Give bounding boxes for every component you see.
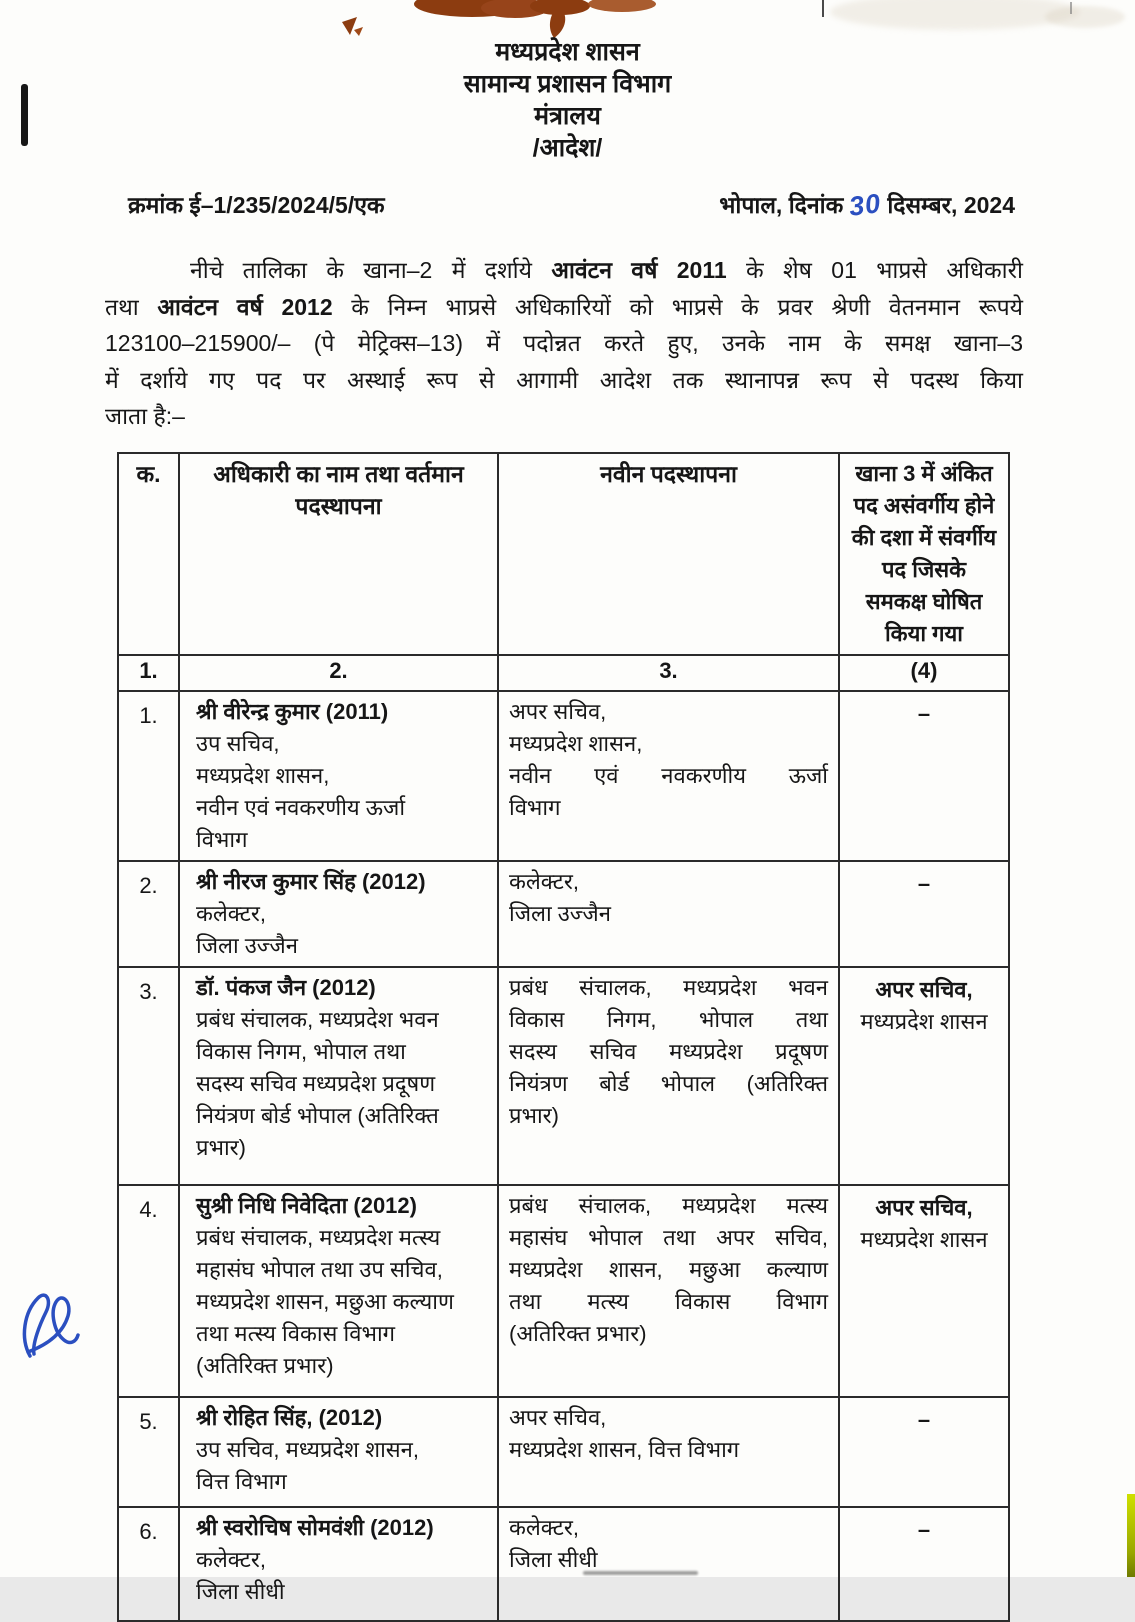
posting-line: नियंत्रण बोर्ड भोपाल (अतिरिक्त	[509, 1071, 828, 1096]
officer-row	[118, 1185, 1009, 1397]
posting-line: प्रबंध संचालक, मध्यप्रदेश मत्स्य	[509, 1193, 828, 1218]
posting-line: (अतिरिक्त प्रभार)	[196, 1353, 334, 1378]
posting-line: जिला उज्जैन	[196, 933, 298, 958]
posting-line: विकास निगम, भोपाल तथा	[509, 1007, 828, 1032]
posting-line: प्रबंध संचालक, मध्यप्रदेश भवन	[509, 975, 828, 1000]
serial-cell: 5.	[118, 1397, 179, 1507]
posting-line: जिला सीधी	[196, 1579, 285, 1604]
department-title: सामान्य प्रशासन विभाग	[463, 70, 672, 98]
officer-row	[118, 967, 1009, 1185]
table-header-row	[118, 453, 1009, 655]
new-posting-cell	[498, 967, 839, 1185]
ministry-line: मंत्रालय	[534, 102, 601, 130]
officer-row	[118, 691, 1009, 861]
serial-cell: 6.	[118, 1507, 179, 1621]
posting-line: मध्यप्रदेश शासन, मछुआ कल्याण	[196, 1289, 454, 1314]
reference-number: क्रमांक ई–1/235/2024/5/एक	[128, 192, 385, 218]
equivalent-line: –	[917, 1407, 931, 1432]
equivalent-line: अपर सचिव,	[875, 977, 973, 1002]
equivalent-post-cell	[839, 1397, 1009, 1507]
paragraph-line: नीचे तालिका के खाना–2 में दर्शाये आवंटन वर्ष 2011 के शेष 01 भाप्रसे अधिकारी	[190, 257, 1023, 283]
header-new-posting: नवीन पदस्थापना	[498, 453, 839, 655]
officer-name: सुश्री निधि निवेदिता (2012)	[196, 1193, 417, 1218]
posting-line: विकास निगम, भोपाल तथा	[196, 1039, 406, 1064]
posting-line: नवीन एवं नवकरणीय ऊर्जा	[196, 795, 406, 820]
posting-line: (अतिरिक्त प्रभार)	[509, 1321, 647, 1346]
column-number-row	[118, 655, 1009, 691]
posting-line: महासंघ भोपाल तथा अपर सचिव,	[509, 1225, 828, 1250]
posting-line: मध्यप्रदेश शासन,	[196, 763, 330, 788]
posting-line: महासंघ भोपाल तथा उप सचिव,	[196, 1257, 443, 1282]
posting-line: विभाग	[509, 795, 561, 820]
officer-name: श्री नीरज कुमार सिंह (2012)	[196, 869, 426, 894]
government-title: मध्यप्रदेश शासन	[495, 38, 640, 66]
posting-line: तथा मत्स्य विकास विभाग	[509, 1289, 828, 1314]
scan-edge-strip	[1127, 1494, 1135, 1577]
col-number: 3.	[498, 655, 839, 691]
paragraph-line: 123100–215900/– (पे मेट्रिक्स–13) में पदोन्नत करते हुए, उनके नाम के समक्ष खाना–3	[105, 330, 1023, 356]
handwritten-day: 30	[847, 188, 884, 222]
serial-cell: 2.	[118, 861, 179, 967]
officer-name: श्री वीरेन्द्र कुमार (2011)	[196, 699, 389, 724]
scan-line-artifact	[822, 0, 824, 17]
new-posting-cell	[498, 861, 839, 967]
posting-line: सदस्य सचिव मध्यप्रदेश प्रदूषण	[196, 1071, 436, 1096]
posting-line: मध्यप्रदेश शासन, मछुआ कल्याण	[509, 1257, 828, 1282]
posting-line: जिला उज्जैन	[509, 901, 611, 926]
current-posting-cell	[179, 967, 498, 1185]
current-posting-cell	[179, 1507, 498, 1621]
current-posting-cell	[179, 1397, 498, 1507]
posting-line: प्रभार)	[509, 1103, 560, 1128]
scan-smudge	[830, 0, 1080, 30]
serial-cell: 1.	[118, 691, 179, 861]
posting-line: कलेक्टर,	[196, 901, 267, 926]
paragraph-line: में दर्शाये गए पद पर अस्थाई रूप से आगामी आदेश तक स्थानापन्न रूप से पदस्थ किया	[105, 366, 1023, 393]
posting-line: मध्यप्रदेश शासन, वित्त विभाग	[509, 1437, 740, 1462]
posting-line: सदस्य सचिव मध्यप्रदेश प्रदूषण	[509, 1039, 828, 1064]
officers-table	[117, 452, 1010, 1622]
current-posting-cell	[179, 861, 498, 967]
new-posting-cell	[498, 1507, 839, 1621]
order-heading: /आदेश/	[532, 134, 603, 162]
equivalent-post-cell	[839, 691, 1009, 861]
posting-line: कलेक्टर,	[509, 1515, 580, 1540]
reference-line	[128, 188, 1015, 220]
serial-cell: 4.	[118, 1185, 179, 1397]
equivalent-line: मध्यप्रदेश शासन	[860, 1227, 988, 1252]
place-date	[719, 188, 1015, 220]
posting-line: नियंत्रण बोर्ड भोपाल (अतिरिक्त	[196, 1103, 439, 1128]
posting-line: प्रबंध संचालक, मध्यप्रदेश भवन	[196, 1007, 439, 1032]
posting-line: विभाग	[196, 827, 248, 852]
officer-row	[118, 1397, 1009, 1507]
officer-name: श्री रोहित सिंह, (2012)	[196, 1405, 383, 1430]
new-posting-cell	[498, 1185, 839, 1397]
new-posting-cell	[498, 1397, 839, 1507]
equivalent-post-cell	[839, 1507, 1009, 1621]
header-serial: क.	[118, 453, 179, 655]
equivalent-line: –	[917, 701, 931, 726]
date-rest: दिसम्बर, 2024	[887, 192, 1015, 218]
paragraph-line: तथा आवंटन वर्ष 2012 के निम्न भाप्रसे अधिकारियों को भाप्रसे के प्रवर श्रेणी वेतनमान रूपये	[105, 293, 1023, 320]
intro-paragraph	[105, 252, 1023, 435]
current-posting-cell	[179, 1185, 498, 1397]
officer-row	[118, 1507, 1009, 1621]
place-date-prefix: भोपाल, दिनांक	[719, 192, 844, 218]
equivalent-post-cell	[839, 1185, 1009, 1397]
posting-line: उप सचिव,	[196, 731, 280, 756]
letterhead	[0, 36, 1135, 164]
equivalent-line: –	[917, 871, 931, 896]
col-number: 2.	[179, 655, 498, 691]
new-posting-cell	[498, 691, 839, 861]
scan-line-artifact	[1070, 2, 1072, 14]
officer-name: डॉ. पंकज जैन (2012)	[196, 975, 376, 1000]
posting-line: प्रबंध संचालक, मध्यप्रदेश मत्स्य	[196, 1225, 441, 1250]
posting-line: प्रभार)	[196, 1135, 247, 1160]
posting-line: कलेक्टर,	[509, 869, 580, 894]
col-number: (4)	[839, 655, 1009, 691]
posting-line: नवीन एवं नवकरणीय ऊर्जा	[509, 763, 828, 788]
posting-line: मध्यप्रदेश शासन,	[509, 731, 643, 756]
header-current-posting: अधिकारी का नाम तथा वर्तमान पदस्थापना	[179, 453, 498, 655]
equivalent-line: मध्यप्रदेश शासन	[860, 1009, 988, 1034]
posting-line: कलेक्टर,	[196, 1547, 267, 1572]
equivalent-line: –	[917, 1517, 931, 1542]
signature-scribble	[16, 1256, 80, 1368]
current-posting-cell	[179, 691, 498, 861]
posting-line: जिला सीधी	[509, 1547, 598, 1572]
equivalent-post-cell	[839, 967, 1009, 1185]
serial-cell: 3.	[118, 967, 179, 1185]
posting-line: तथा मत्स्य विकास विभाग	[196, 1321, 396, 1346]
equivalent-post-cell	[839, 861, 1009, 967]
posting-line: वित्त विभाग	[196, 1469, 287, 1494]
equivalent-line: अपर सचिव,	[875, 1195, 973, 1220]
officer-name: श्री स्वरोचिष सोमवंशी (2012)	[196, 1515, 434, 1540]
officer-row	[118, 861, 1009, 967]
header-equivalent-post: खाना 3 में अंकित पद असंवर्गीय होने की दशा में संवर्गीय पद जिसके समकक्ष घोषित किया गया	[839, 453, 1009, 655]
posting-line: उप सचिव, मध्यप्रदेश शासन,	[196, 1437, 419, 1462]
paragraph-line: जाता है:–	[105, 403, 185, 429]
posting-line: अपर सचिव,	[509, 1405, 607, 1430]
posting-line: अपर सचिव,	[509, 699, 607, 724]
col-number: 1.	[118, 655, 179, 691]
scan-smudge	[1045, 6, 1125, 28]
